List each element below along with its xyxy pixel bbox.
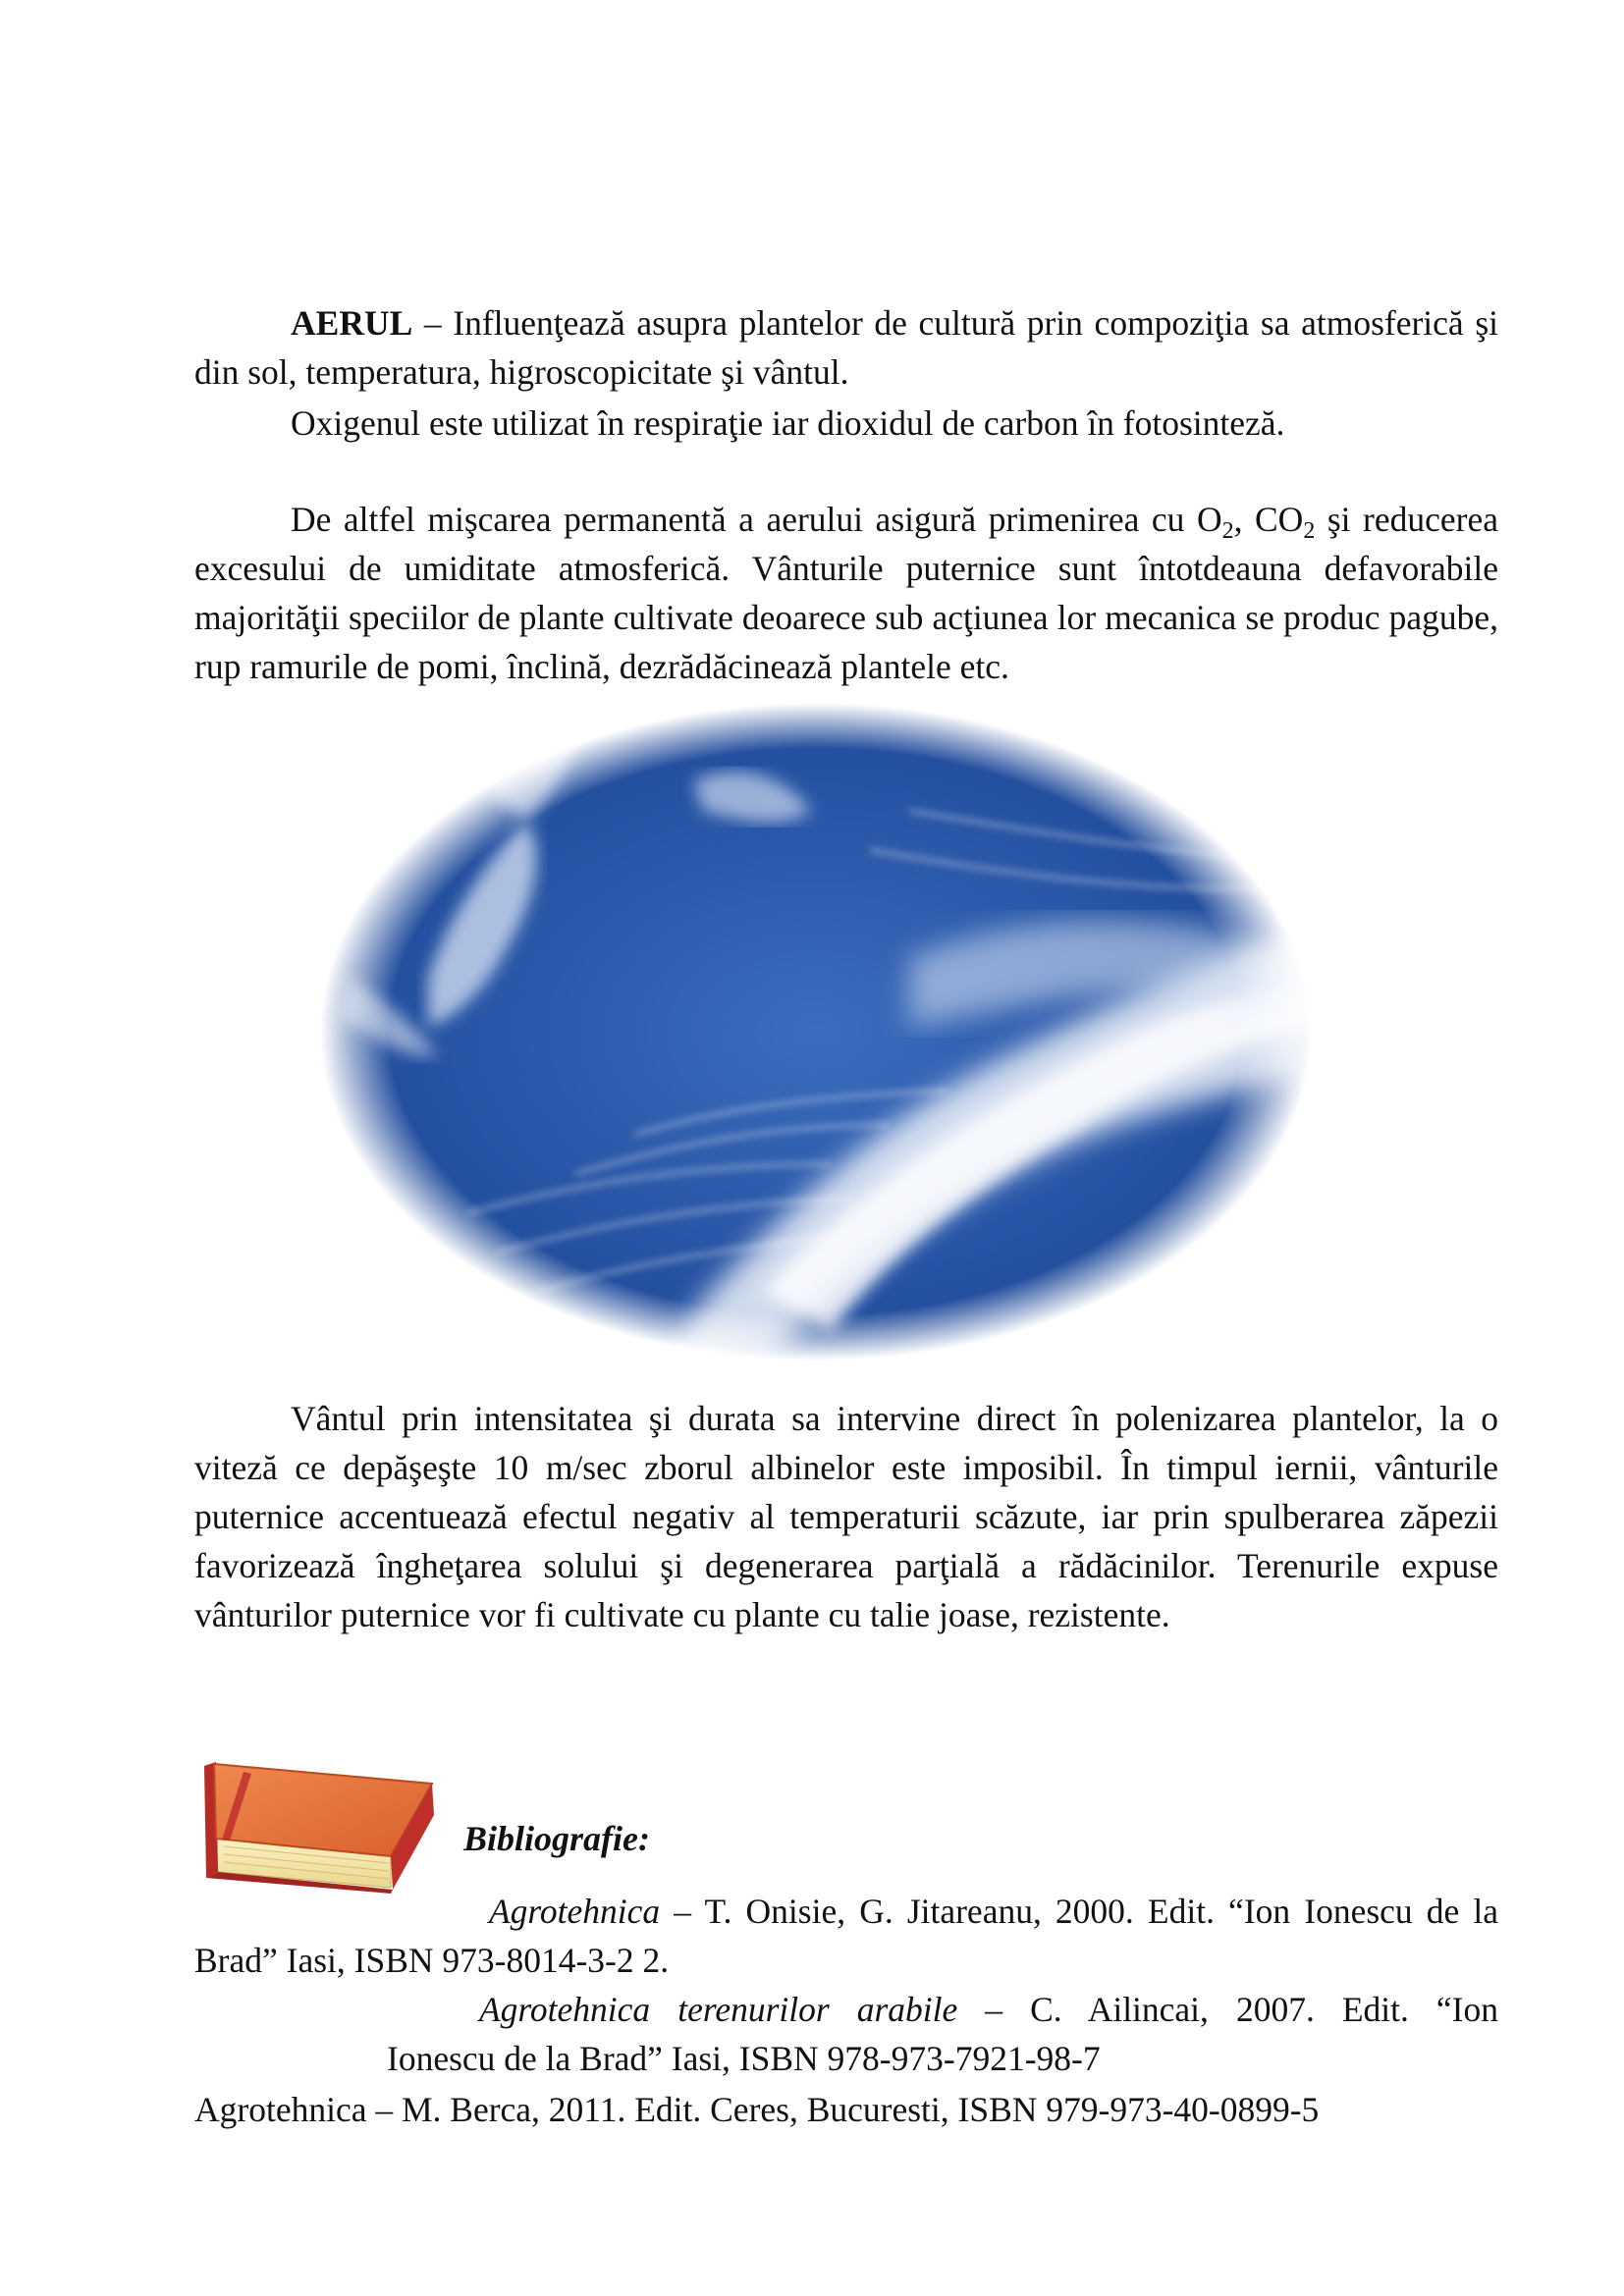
book-icon	[204, 1762, 440, 1895]
paragraph-oxigen	[194, 399, 1498, 448]
co2-subscript: 2	[1303, 518, 1316, 544]
altfel-part2: , CO	[1233, 500, 1304, 539]
reference-1	[194, 1887, 1498, 1985]
wispy-clouds-sky-oval	[320, 703, 1312, 1361]
paragraph-altfel	[194, 495, 1498, 691]
reference-3: Agrotehnica – M. Berca, 2011. Edit. Ceres, Bucuresti, ISBN 979-973-40-0899-5	[194, 2090, 1320, 2129]
reference-1-rest: – T. Onisie, G. Jitareanu, 2000. Edit. “Ion Ionescu de la Brad” Iasi, ISBN 973-8014-3-2 2.	[194, 1892, 1498, 1980]
altfel-part3: şi reducerea excesului de umiditate atmosferică. Vânturile puternice sunt întotdeauna defavorabile majorităţii speciilor de plante cultivate deoarece sub acţiunea lor mecanica se produc pagube, rup ramurile de pomi, înclină, dezrădăcinează plantele etc.	[194, 500, 1498, 686]
aerul-text: – Influenţează asupra plantelor de cultură prin compoziţia sa atmosferică şi din sol, temperatura, higroscopicitate şi vântul.	[194, 303, 1498, 392]
reference-2-line2: Ionescu de la Brad” Iasi, ISBN 978-973-7921-98-7	[387, 2039, 1101, 2078]
bibliography-title: Bibliografie:	[463, 1819, 650, 1858]
paragraph-vantul	[194, 1394, 1498, 1639]
o2-subscript: 2	[1221, 518, 1234, 544]
paragraph-aerul	[194, 298, 1498, 397]
vantul-text: Vântul prin intensitatea şi durata sa intervine direct în polenizarea plantelor, la o viteză ce depăşeşte 10 m/sec zborul albinelor este imposibil. În timpul iernii, vânturile puternice accentuează efectul negativ al temperaturii scăzute, iar prin spulberarea zăpezii favorizează îngheţarea solului şi degenerarea parţială a rădăcinilor. Terenurile expuse vânturilor puternice vor fi cultivate cu plante cu talie joase, rezistente.	[194, 1399, 1498, 1634]
reference-1-title: Agrotehnica	[489, 1892, 661, 1931]
altfel-part1: De altfel mişcarea permanentă a aerului asigură primenirea cu O	[291, 500, 1222, 539]
aerul-term: AERUL	[291, 303, 413, 343]
oxigen-text: Oxigenul este utilizat în respiraţie iar dioxidul de carbon în fotosinteză.	[291, 403, 1285, 443]
reference-2-line1	[194, 1985, 1498, 2034]
reference-2-title: Agrotehnica terenurilor arabile	[479, 1990, 958, 2029]
reference-2-rest-line1: – C. Ailincai, 2007. Edit. “Ion	[957, 1990, 1499, 2029]
